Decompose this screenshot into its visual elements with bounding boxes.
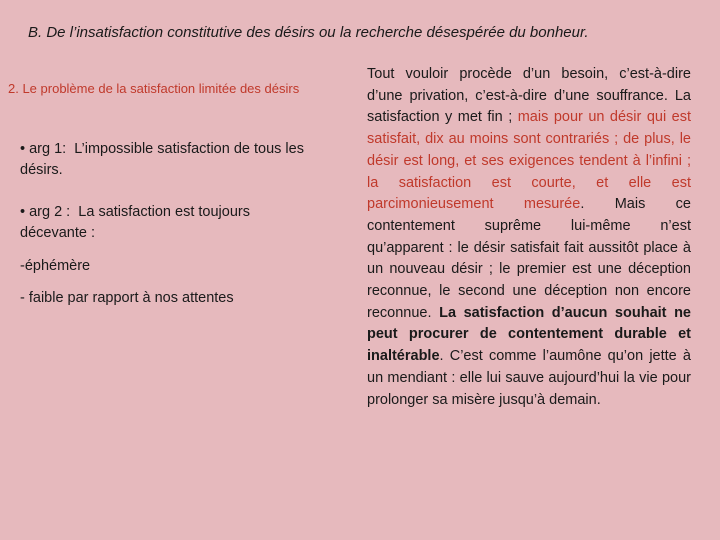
point-ephemeral: -éphémère xyxy=(20,258,91,274)
argument-1 xyxy=(20,139,320,181)
quote-part-2-highlight: mais pour un désir qui est satisfait, dix au moins sont contrariés ; de plus, le désir est long, et ses exigences tendent à l’infini ; la satisfaction est courte, et elle est parcimonieusement mesurée xyxy=(367,109,692,213)
point-weak: - faible par rapport à nos attentes xyxy=(20,290,234,306)
argument-2-text: La satisfaction est toujours décevante : xyxy=(20,204,250,241)
quote-part-1: Tout vouloir procède d’un besoin, c’est-à-dire d’une privation, c’est-à-dire d’une souffrance. La satisfaction y met fin ; xyxy=(367,66,691,126)
argument-2 xyxy=(20,202,320,244)
argument-1-text: L’impossible satisfaction de tous les désirs. xyxy=(20,141,304,178)
argument-2-bullet: • arg 2 : xyxy=(20,204,71,220)
section-subtitle: 2. Le problème de la satisfaction limitée des désirs xyxy=(8,81,300,96)
quote-text xyxy=(367,64,691,411)
slide-title: B. De l’insatisfaction constitutive des désirs ou la recherche désespérée du bonheur. xyxy=(28,24,589,41)
quote-part-5: . C’est comme l’aumône qu’on jette à un mendiant : elle lui sauve aujourd’hui la vie pour prolonger sa misère jusqu’à demain. xyxy=(367,348,691,408)
quote-part-4-bold: La satisfaction d’aucun souhait ne peut procurer de contentement durable et inaltérable xyxy=(367,304,691,365)
quote-part-3: . Mais ce contentement suprême lui-même n’est qu’apparent : le désir satisfait fait aussitôt place à un nouveau désir ; le premier est une déception reconnue, le second une déception non encore reconnue. xyxy=(367,196,691,321)
argument-1-bullet: • arg 1: xyxy=(20,141,67,157)
